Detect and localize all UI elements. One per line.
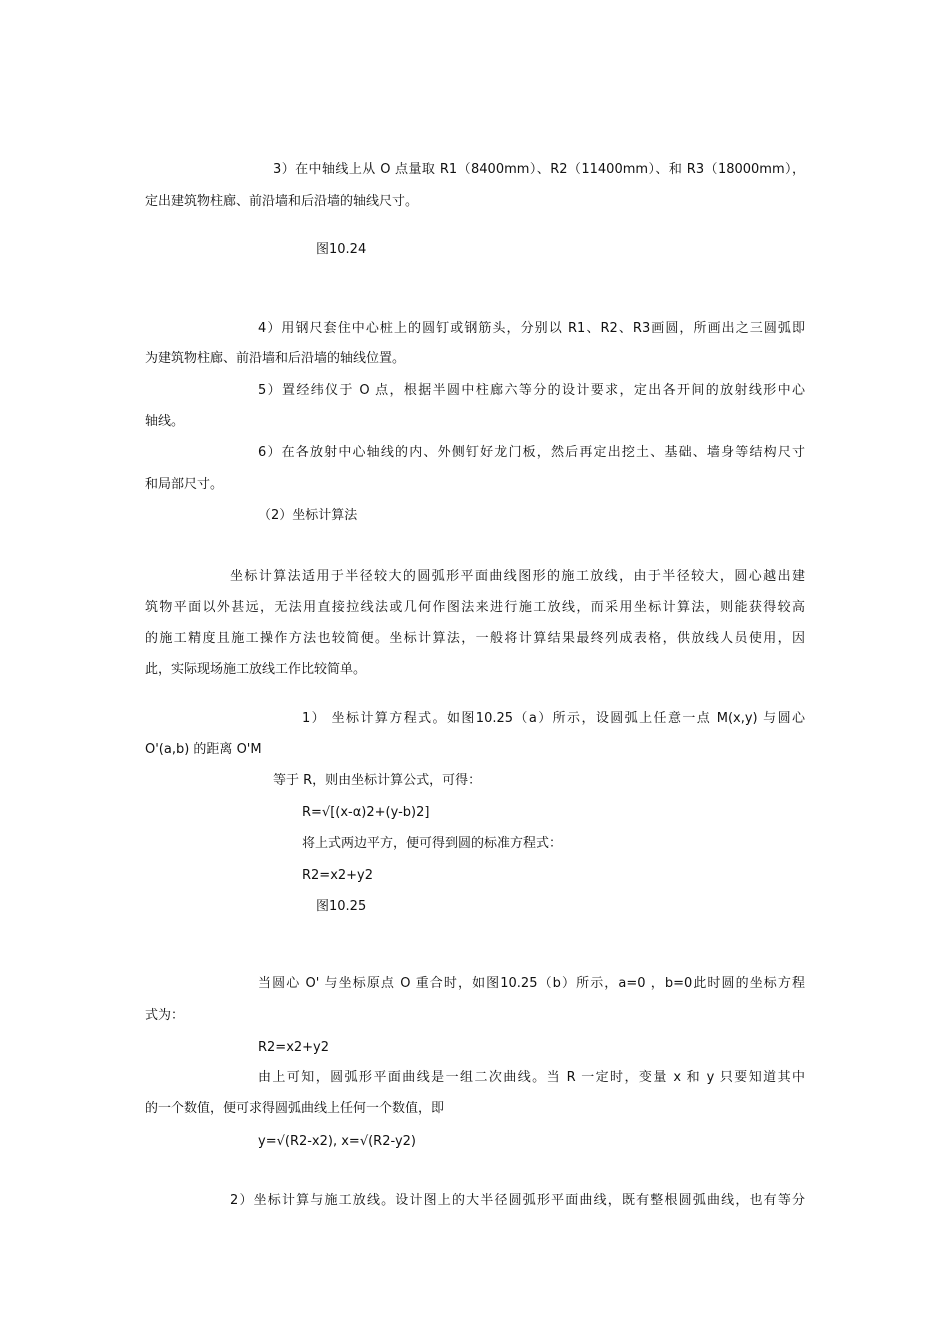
text-line: 式为： [145,1008,185,1023]
text-line: 的施工精度且施工操作方法也较简便。坐标计算法，一般将计算结果最终列成表格，供放线人员使用，因 [145,631,805,646]
formula: y=√(R2-x2), x=√(R2-y2) [258,1134,416,1149]
text-line: 将上式两边平方，便可得到圆的标准方程式： [302,836,563,851]
text-line: 当圆心 O' 与坐标原点 O 重合时，如图10.25（b）所示，a=0 ，b=0此时圆的坐标方程 [258,976,805,991]
text-line: 5）置经纬仪于 O 点，根据半圆中柱廊六等分的设计要求，定出各开间的放射线形中心 [258,383,805,398]
formula: R=√[(x-α)2+(y-b)2] [302,805,430,820]
text-line: 为建筑物柱廊、前沿墙和后沿墙的轴线位置。 [145,351,406,366]
text-line: 等于 R，则由坐标计算公式，可得： [273,773,482,788]
section-heading: （2）坐标计算法 [258,508,358,523]
text-line: 2）坐标计算与施工放线。设计图上的大半径圆弧形平面曲线，既有整根圆弧曲线，也有等分 [230,1193,805,1208]
text-line: 3）在中轴线上从 O 点量取 R1（8400mm）、R2（11400mm）、和 R3（18000mm）， [273,162,805,177]
text-line: 6）在各放射中心轴线的内、外侧钉好龙门板，然后再定出挖土、基础、墙身等结构尺寸 [258,445,805,460]
text-line: 和局部尺寸。 [145,477,224,492]
figure-caption: 图10.24 [316,242,367,257]
text-line: 由上可知，圆弧形平面曲线是一组二次曲线。当 R 一定时，变量 x 和 y 只要知道其中 [258,1070,805,1085]
text-line: 1） 坐标计算方程式。如图10.25（a）所示，设圆弧上任意一点 M(x,y) 与圆心 [302,711,805,726]
formula: R2=x2+y2 [302,868,374,883]
text-line: 筑物平面以外甚远，无法用直接拉线法或几何作图法来进行施工放线，而采用坐标计算法，则能获得较高 [145,600,805,615]
text-line: 轴线。 [145,414,185,429]
text-line: O'(a,b) 的距离 O'M [145,742,262,757]
text-line: 坐标计算法适用于半径较大的圆弧形平面曲线图形的施工放线，由于半径较大，圆心越出建 [230,569,805,584]
text-line: 的一个数值，便可求得圆弧曲线上任何一个数值，即 [145,1101,445,1116]
text-line: 4）用钢尺套住中心桩上的圆钉或钢筋头，分别以 R1、R2、R3画圆，所画出之三圆弧即 [258,321,805,336]
text-line: 定出建筑物柱廊、前沿墙和后沿墙的轴线尺寸。 [145,194,419,209]
text-line: 此，实际现场施工放线工作比较简单。 [145,662,367,677]
formula: R2=x2+y2 [258,1040,330,1055]
figure-caption: 图10.25 [316,899,367,914]
